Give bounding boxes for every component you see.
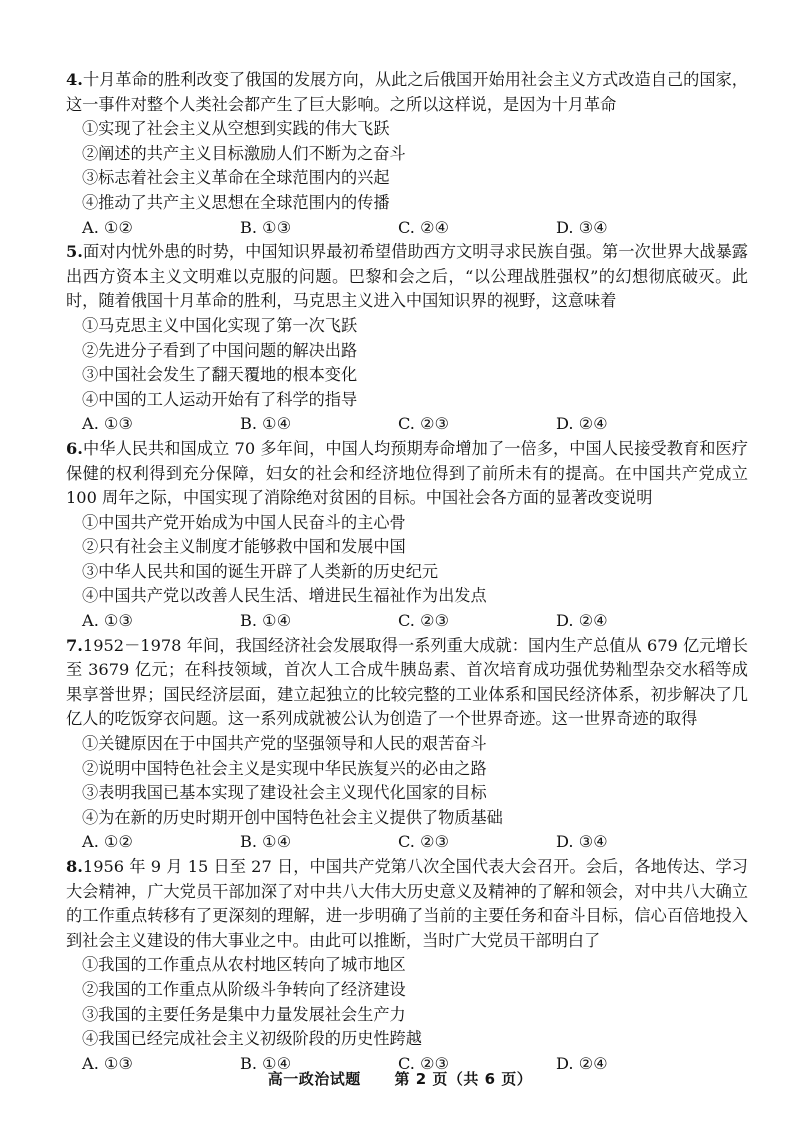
statement-3: ③表明我国已基本实现了建设社会主义现代化国家的目标 xyxy=(82,783,487,803)
answer-choices xyxy=(66,216,748,241)
statement-4: ④为在新的历史时期开创中国特色社会主义提供了物质基础 xyxy=(82,807,503,827)
question-4 xyxy=(66,68,748,240)
question-stem xyxy=(66,240,748,314)
statement-4: ④推动了共产主义思想在全球范围内的传播 xyxy=(82,192,390,212)
choice-c: C. ②③ xyxy=(398,1053,450,1073)
statement-1: ①中国共产党开始成为中国人民奋斗的主心骨 xyxy=(82,512,406,532)
choice-b: B. ①④ xyxy=(240,1053,292,1073)
choice-b: B. ①④ xyxy=(240,832,292,852)
footer-subject: 高一政治试题 xyxy=(267,1070,361,1088)
choice-c: C. ②③ xyxy=(398,611,450,631)
statement-3: ③中国社会发生了翻天覆地的根本变化 xyxy=(82,365,358,385)
question-number: 8. xyxy=(66,857,83,876)
statement-3: ③我国的主要任务是集中力量发展社会生产力 xyxy=(82,1004,406,1024)
choice-b: B. ①④ xyxy=(240,414,292,434)
question-stem xyxy=(66,68,748,117)
choice-c: C. ②③ xyxy=(398,414,450,434)
question-stem xyxy=(66,437,748,511)
statement-1: ①关键原因在于中国共产党的坚强领导和人民的艰苦奋斗 xyxy=(82,734,487,754)
choice-d: D. ③④ xyxy=(556,832,608,852)
statement-2: ②我国的工作重点从阶级斗争转向了经济建设 xyxy=(82,979,406,999)
question-number: 6. xyxy=(66,438,83,458)
choice-c: C. ②④ xyxy=(398,217,450,237)
question-number: 7. xyxy=(66,635,83,655)
statement-3: ③标志着社会主义革命在全球范围内的兴起 xyxy=(82,168,390,188)
statement-1: ①我国的工作重点从农村地区转向了城市地区 xyxy=(82,955,406,975)
question-8 xyxy=(66,855,748,1076)
statement-2: ②先进分子看到了中国问题的解决出路 xyxy=(82,340,358,360)
choice-a: A. ①③ xyxy=(82,414,134,434)
choice-d: D. ②④ xyxy=(556,611,608,631)
choice-c: C. ②③ xyxy=(398,832,450,852)
choice-a: A. ①② xyxy=(82,832,134,852)
answer-choices xyxy=(66,412,748,437)
choice-b: B. ①④ xyxy=(240,611,292,631)
question-7 xyxy=(66,634,748,855)
choice-a: A. ①③ xyxy=(82,611,134,631)
statement-1: ①实现了社会主义从空想到实践的伟大飞跃 xyxy=(82,119,390,139)
choice-b: B. ①③ xyxy=(240,217,292,237)
statement-4: ④我国已经完成社会主义初级阶段的历史性跨越 xyxy=(82,1029,422,1049)
question-text: 面对内忧外患的时势，中国知识界最初希望借助西方文明寻求民族自强。第一次世界大战暴露出西方资本主义文明难以克服的问题。巴黎和会之后，“以公理战胜强权”的幻想彻底破灭。此时，随着俄国十月革命的胜利，马克思主义进入中国知识界的视野，这意味着 xyxy=(66,242,748,311)
footer-page-number: 第 2 页（共 6 页） xyxy=(394,1070,533,1088)
question-text: 1952－1978 年间，我国经济社会发展取得一系列重大成就：国内生产总值从 679 亿元增长至 3679 亿元；在科技领域，首次人工合成牛胰岛素、首次培育成功强优势籼型杂交水稻等成果享誉世界；国民经济层面，建立起独立的比较完整的工业体系和国民经济体系，初步解决了几亿人的吃饭穿衣问题。这一系列成就被公认为创造了一个世界奇迹。这一世界奇迹的取得 xyxy=(66,635,748,729)
statement-2: ②说明中国特色社会主义是实现中华民族复兴的必由之路 xyxy=(82,758,487,778)
statement-1: ①马克思主义中国化实现了第一次飞跃 xyxy=(82,315,358,335)
statement-3: ③中华人民共和国的诞生开辟了人类新的历史纪元 xyxy=(82,561,439,581)
question-number: 5. xyxy=(66,242,83,262)
question-text: 中华人民共和国成立 70 多年间，中国人均预期寿命增加了一倍多，中国人民接受教育和医疗保健的权利得到充分保障，妇女的社会和经济地位得到了前所未有的提高。在中国共产党成立 100 周年之际，中国实现了消除绝对贫困的目标。中国社会各方面的显著改变说明 xyxy=(66,438,748,508)
statement-2: ②只有社会主义制度才能够救中国和发展中国 xyxy=(82,537,406,557)
question-stem xyxy=(66,634,748,732)
answer-choices xyxy=(66,830,748,855)
question-text: 十月革命的胜利改变了俄国的发展方向，从此之后俄国开始用社会主义方式改造自己的国家，这一事件对整个人类社会都产生了巨大影响。之所以这样说，是因为十月革命 xyxy=(66,70,748,114)
question-text: 1956 年 9 月 15 日至 27 日，中国共产党第八次全国代表大会召开。会后，各地传达、学习大会精神，广大党员干部加深了对中共八大伟大历史意义及精神的了解和领会，对中共八大确立的工作重点转移有了更深刻的理解，进一步明确了当前的主要任务和奋斗目标，信心百倍地投入到社会主义建设的伟大事业之中。由此可以推断，当时广大党员干部明白了 xyxy=(66,857,748,950)
answer-choices xyxy=(66,609,748,634)
choice-a: A. ①③ xyxy=(82,1053,134,1073)
choice-d: D. ③④ xyxy=(556,217,608,237)
choice-a: A. ①② xyxy=(82,217,134,237)
choice-d: D. ②④ xyxy=(556,1053,608,1073)
statement-4: ④中国的工人运动开始有了科学的指导 xyxy=(82,389,358,409)
statement-2: ②阐述的共产主义目标激励人们不断为之奋斗 xyxy=(82,143,406,163)
question-stem xyxy=(66,855,748,953)
statement-4: ④中国共产党以改善人民生活、增进民生福祉作为出发点 xyxy=(82,586,487,606)
page-footer xyxy=(0,1068,800,1089)
question-6 xyxy=(66,437,748,634)
question-number: 4. xyxy=(66,70,83,89)
choice-d: D. ②④ xyxy=(556,414,608,434)
question-5 xyxy=(66,240,748,437)
